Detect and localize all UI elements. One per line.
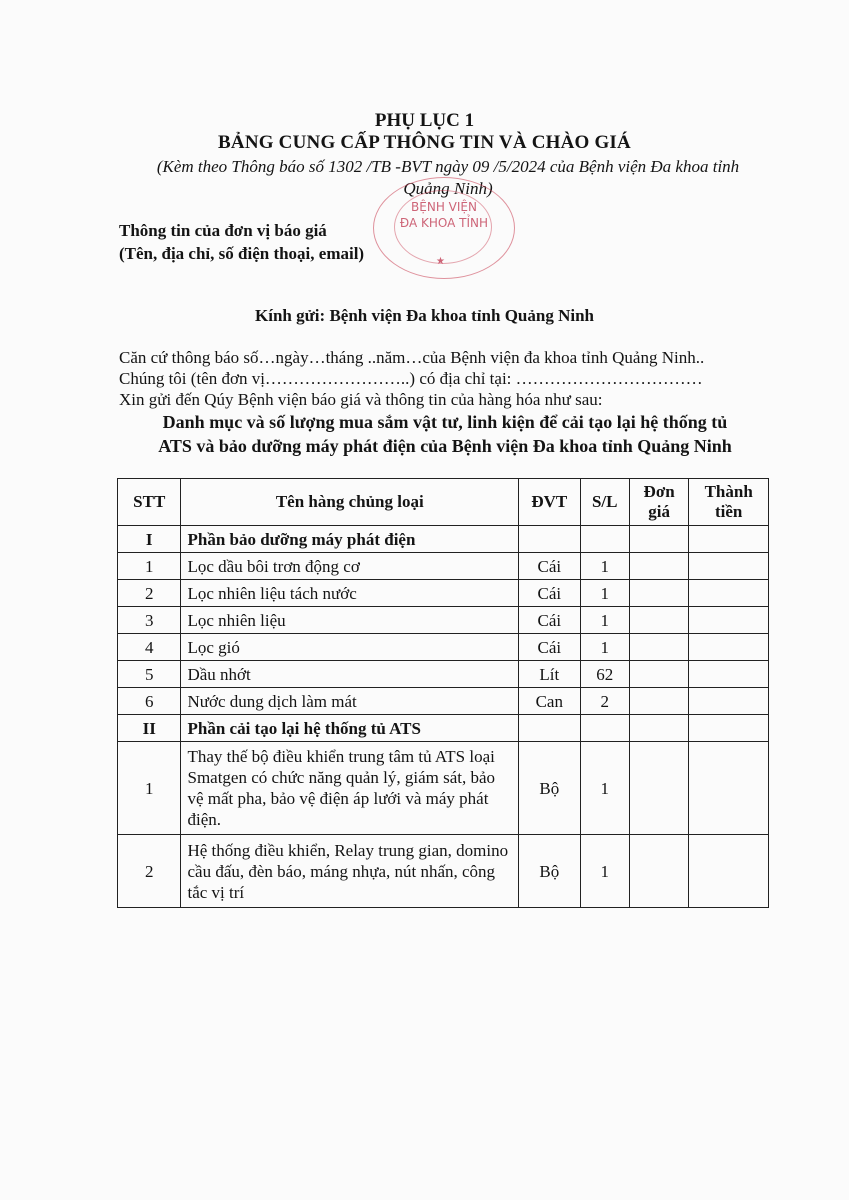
cell-qty <box>580 715 629 742</box>
stamp-line-2: ĐA KHOA TỈNH <box>399 216 489 230</box>
body-line-2: Chúng tôi (tên đơn vị……………………..) có địa chỉ tại: …………………………… <box>119 369 703 388</box>
hospital-stamp <box>373 177 515 279</box>
cell-name: Lọc nhiên liệu tách nước <box>181 580 519 607</box>
cell-name: Phần cải tạo lại hệ thống tủ ATS <box>181 715 519 742</box>
table-section-row <box>118 715 769 742</box>
cell-qty: 1 <box>580 634 629 661</box>
unit-info-line-2: (Tên, địa chỉ, số điện thoại, email) <box>119 244 365 263</box>
cell-price <box>629 607 688 634</box>
cell-unit: Cái <box>519 634 580 661</box>
header-unit-price-line-2: giá <box>648 502 670 521</box>
cell-name: Lọc gió <box>181 634 519 661</box>
reference-note-line-1: (Kèm theo Thông báo số 1302 /TB -BVT ngày 09 /5/2024 của Bệnh viện Đa khoa tỉnh <box>156 157 740 176</box>
cell-qty: 1 <box>580 580 629 607</box>
cell-stt: 2 <box>118 580 181 607</box>
cell-stt: 3 <box>118 607 181 634</box>
cell-total <box>689 553 769 580</box>
appendix-title: PHỤ LỤC 1 <box>374 110 475 131</box>
cell-unit: Bộ <box>519 742 580 835</box>
cell-stt: 6 <box>118 688 181 715</box>
table-row <box>118 661 769 688</box>
header-qty: S/L <box>580 479 629 526</box>
cell-total <box>689 688 769 715</box>
cell-price <box>629 526 688 553</box>
table-row <box>118 553 769 580</box>
header-total-line-2: tiền <box>714 502 743 521</box>
cell-stt: 4 <box>118 634 181 661</box>
header-name: Tên hàng chủng loại <box>181 479 519 526</box>
cell-name: Hệ thống điều khiển, Relay trung gian, domino cầu đấu, đèn báo, máng nhựa, nút nhấn, công tắc vị trí <box>181 835 519 908</box>
cell-qty: 1 <box>580 835 629 908</box>
cell-unit: Cái <box>519 607 580 634</box>
cell-qty: 1 <box>580 742 629 835</box>
cell-total <box>689 835 769 908</box>
cell-stt: 1 <box>118 742 181 835</box>
cell-unit: Bộ <box>519 835 580 908</box>
cell-total <box>689 580 769 607</box>
cell-price <box>629 553 688 580</box>
cell-unit <box>519 715 580 742</box>
unit-info-line-1: Thông tin của đơn vị báo giá <box>119 221 327 240</box>
cell-stt: 5 <box>118 661 181 688</box>
cell-name: Phần bảo dưỡng máy phát điện <box>181 526 519 553</box>
cell-total <box>689 715 769 742</box>
header-total-line-1: Thành <box>704 482 753 501</box>
cell-total <box>689 526 769 553</box>
header-total <box>689 479 769 526</box>
cell-total <box>689 742 769 835</box>
header-unit: ĐVT <box>519 479 580 526</box>
document-title: BẢNG CUNG CẤP THÔNG TIN VÀ CHÀO GIÁ <box>218 132 631 153</box>
cell-qty: 1 <box>580 607 629 634</box>
cell-name: Thay thế bộ điều khiển trung tâm tủ ATS loại Smatgen có chức năng quản lý, giám sát, bảo vệ mất pha, bảo vệ điện áp lưới và máy phát điện. <box>181 742 519 835</box>
table-row <box>118 580 769 607</box>
table-row <box>118 688 769 715</box>
list-heading-line-1: Danh mục và số lượng mua sắm vật tư, linh kiện để cải tạo lại hệ thống tủ <box>162 412 728 432</box>
list-heading <box>110 410 780 458</box>
reference-note-line-2: Quảng Ninh) <box>403 179 493 198</box>
body-line-3: Xin gửi đến Qúy Bệnh viện báo giá và thông tin của hàng hóa như sau: <box>119 390 603 409</box>
cell-stt: II <box>118 715 181 742</box>
cell-qty: 2 <box>580 688 629 715</box>
goods-table <box>117 478 769 908</box>
recipient-line: Kính gửi: Bệnh viện Đa khoa tỉnh Quảng Ninh <box>255 306 594 325</box>
stamp-star-icon: ★ <box>436 256 445 267</box>
table-section-row <box>118 526 769 553</box>
cell-name: Dầu nhớt <box>181 661 519 688</box>
header-unit-price <box>629 479 688 526</box>
cell-price <box>629 835 688 908</box>
header-stt: STT <box>118 479 181 526</box>
cell-name: Lọc nhiên liệu <box>181 607 519 634</box>
cell-name: Lọc dầu bôi trơn động cơ <box>181 553 519 580</box>
cell-stt: I <box>118 526 181 553</box>
stamp-line-1: BỆNH VIỆN <box>411 200 477 214</box>
cell-total <box>689 661 769 688</box>
table-header-row <box>118 479 769 526</box>
cell-total <box>689 634 769 661</box>
body-line-1: Căn cứ thông báo số…ngày…tháng ..năm…của Bệnh viện đa khoa tỉnh Quảng Ninh.. <box>119 348 705 367</box>
table-row <box>118 634 769 661</box>
cell-total <box>689 607 769 634</box>
table-row <box>118 835 769 908</box>
cell-unit: Cái <box>519 553 580 580</box>
table-row <box>118 607 769 634</box>
list-heading-line-2: ATS và bảo dưỡng máy phát điện của Bệnh viện Đa khoa tỉnh Quảng Ninh <box>158 436 732 456</box>
cell-name: Nước dung dịch làm mát <box>181 688 519 715</box>
cell-price <box>629 634 688 661</box>
cell-unit: Lít <box>519 661 580 688</box>
cell-price <box>629 661 688 688</box>
header-unit-price-line-1: Đơn <box>643 482 675 501</box>
cell-qty: 62 <box>580 661 629 688</box>
cell-price <box>629 742 688 835</box>
cell-stt: 1 <box>118 553 181 580</box>
cell-qty: 1 <box>580 553 629 580</box>
cell-price <box>629 715 688 742</box>
cell-unit: Can <box>519 688 580 715</box>
cell-qty <box>580 526 629 553</box>
cell-stt: 2 <box>118 835 181 908</box>
cell-unit: Cái <box>519 580 580 607</box>
cell-price <box>629 688 688 715</box>
cell-unit <box>519 526 580 553</box>
quoting-unit-info <box>119 219 364 265</box>
cell-price <box>629 580 688 607</box>
table-row <box>118 742 769 835</box>
